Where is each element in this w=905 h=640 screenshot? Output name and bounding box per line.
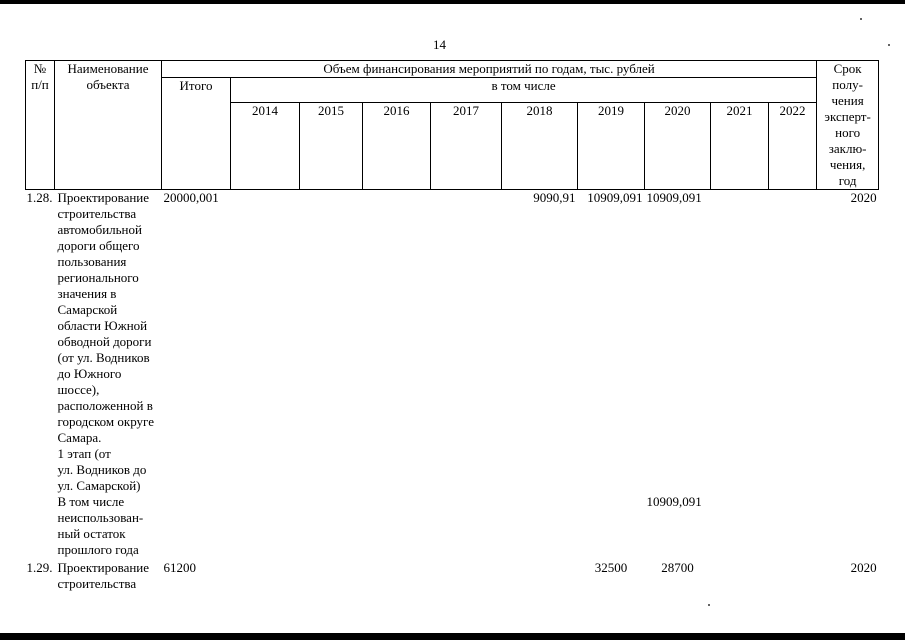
header-term-line: чения xyxy=(831,93,864,108)
row-value-2015 xyxy=(300,494,363,558)
page-number: 14 xyxy=(433,37,446,52)
header-term-line: заклю- xyxy=(828,141,867,156)
row-value-2016 xyxy=(363,494,431,558)
row-value-2014 xyxy=(231,494,300,558)
header-number-cell xyxy=(26,61,55,190)
row-name-line: ный остаток xyxy=(57,526,126,541)
header-year-2016: 2016 xyxy=(363,103,431,190)
row-value-2019: 10909,091 xyxy=(587,190,643,205)
row-name-line: шоссе), xyxy=(57,382,100,397)
row-object-name xyxy=(55,190,162,495)
header-term-line: год xyxy=(838,173,857,188)
row-value-2019 xyxy=(578,494,645,558)
row-value-2018 xyxy=(502,494,578,558)
financing-table xyxy=(25,60,879,592)
header-number-line: п/п xyxy=(31,77,49,92)
row-object-name xyxy=(55,558,162,592)
row-value-2021 xyxy=(711,190,769,495)
row-value-2021 xyxy=(711,494,769,558)
row-total xyxy=(162,494,231,558)
row-value-2021 xyxy=(711,558,769,592)
row-value-2015 xyxy=(300,558,363,592)
row-value-2020: 28700 xyxy=(661,560,694,575)
row-name-line: ул. Водников до xyxy=(57,462,147,477)
row-value-2016 xyxy=(363,190,431,495)
row-name-line: строительства xyxy=(57,576,137,591)
header-year-2019: 2019 xyxy=(578,103,645,190)
header-term-line: полу- xyxy=(832,77,863,92)
row-number: 1.29. xyxy=(26,560,53,575)
row-number xyxy=(26,494,55,558)
header-number-line: № xyxy=(33,61,47,76)
row-term: 2020 xyxy=(850,560,877,575)
header-year-2014: 2014 xyxy=(231,103,300,190)
row-name-line: Самарской xyxy=(57,302,118,317)
scan-top-border xyxy=(0,0,905,4)
row-total: 20000,001 xyxy=(163,190,219,205)
header-financing-title: Объем финансирования мероприятий по годам, тыс. рублей xyxy=(162,61,817,78)
row-value-2022 xyxy=(769,190,817,495)
row-value-2018 xyxy=(502,558,578,592)
row-name-line: регионального xyxy=(57,270,139,285)
header-name-cell xyxy=(55,61,162,190)
table-row xyxy=(26,558,879,592)
row-value-2020: 10909,091 xyxy=(646,494,702,509)
row-name-line: расположенной в xyxy=(57,398,153,413)
row-name-line: значения в xyxy=(57,286,117,301)
row-value-2017 xyxy=(431,558,502,592)
row-value-2022 xyxy=(769,494,817,558)
row-value-2016 xyxy=(363,558,431,592)
header-name-line: объекта xyxy=(86,77,130,92)
row-name-line: неиспользован- xyxy=(57,510,144,525)
row-name-line: (от ул. Водников xyxy=(57,350,150,365)
row-name-line: Проектирование xyxy=(57,190,150,205)
header-including-cell: в том числе xyxy=(231,78,817,103)
table-row xyxy=(26,494,879,558)
row-value-2018: 9090,91 xyxy=(533,190,576,205)
row-name-line: обводной дороги xyxy=(57,334,152,349)
row-name-line: области Южной xyxy=(57,318,148,333)
scan-speck xyxy=(708,604,710,606)
row-value-2019: 32500 xyxy=(594,560,628,575)
header-year-2018: 2018 xyxy=(502,103,578,190)
row-name-line: строительства xyxy=(57,206,137,221)
header-term-line: Срок xyxy=(833,61,862,76)
row-total: 61200 xyxy=(163,560,196,575)
row-number: 1.28. xyxy=(26,190,53,205)
header-term-line: чения, xyxy=(829,157,866,172)
header-term-cell xyxy=(817,61,879,190)
header-name-line: Наименование xyxy=(67,61,149,76)
row-name-line: ул. Самарской) xyxy=(57,478,141,493)
row-value-2015 xyxy=(300,190,363,495)
scan-speck xyxy=(860,18,862,20)
row-name-line: городском округе xyxy=(57,414,154,429)
row-value-2014 xyxy=(231,558,300,592)
row-term: 2020 xyxy=(850,190,877,205)
scan-bottom-border xyxy=(0,633,905,640)
header-year-2022: 2022 xyxy=(769,103,817,190)
row-name-line: В том числе xyxy=(57,494,125,509)
row-value-2022 xyxy=(769,558,817,592)
row-term xyxy=(817,494,879,558)
header-year-2020: 2020 xyxy=(645,103,711,190)
row-name-line: прошлого года xyxy=(57,542,139,557)
header-year-2017: 2017 xyxy=(431,103,502,190)
row-value-2020: 10909,091 xyxy=(646,190,702,205)
row-value-2014 xyxy=(231,190,300,495)
header-year-2015: 2015 xyxy=(300,103,363,190)
header-year-2021: 2021 xyxy=(711,103,769,190)
row-value-2017 xyxy=(431,494,502,558)
table-row xyxy=(26,190,879,495)
header-term-line: ного xyxy=(835,125,861,140)
header-term-line: эксперт- xyxy=(824,109,871,124)
header-total-cell: Итого xyxy=(162,78,231,190)
row-object-name xyxy=(55,494,162,558)
row-name-line: до Южного xyxy=(57,366,122,381)
row-name-line: Проектирование xyxy=(57,560,150,575)
row-name-line: пользования xyxy=(57,254,127,269)
row-value-2017 xyxy=(431,190,502,495)
row-name-line: Самара. xyxy=(57,430,102,445)
row-name-line: 1 этап (от xyxy=(57,446,111,461)
row-name-line: автомобильной xyxy=(57,222,142,237)
scan-speck xyxy=(888,44,890,46)
row-name-line: дороги общего xyxy=(57,238,140,253)
